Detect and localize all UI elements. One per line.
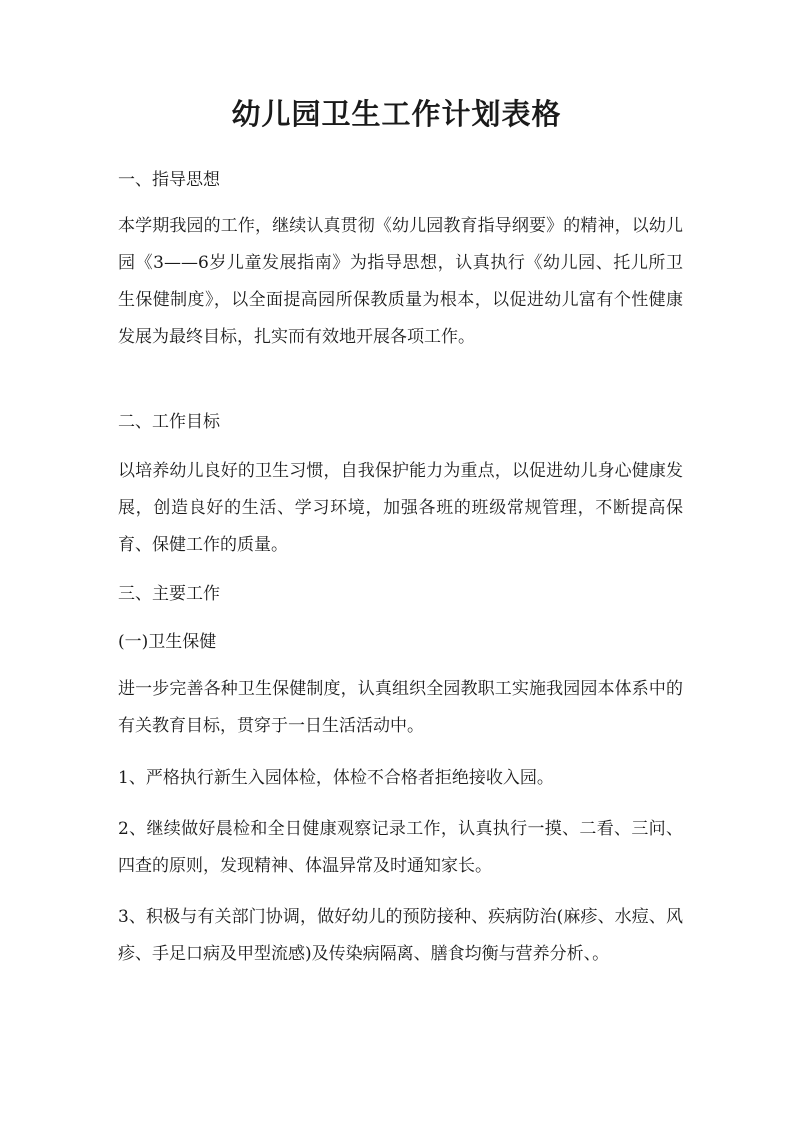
paragraph-health-care-intro: 进一步完善各种卫生保健制度，认真组织全园教职工实施我园园本体系中的有关教育目标，贯穿于一日生活活动中。 [118,679,683,736]
list-item-3: 3、积极与有关部门协调，做好幼儿的预防接种、疾病防治(麻疹、水痘、风疹、手足口病及甲型流感)及传染病隔离、膳食均衡与营养分析、。 [118,907,683,964]
paragraph-work-goals: 以培养幼儿良好的卫生习惯，自我保护能力为重点，以促进幼儿身心健康发展，创造良好的生活、学习环境，加强各班的班级常规管理，不断提高保育、保健工作的质量。 [118,461,683,555]
paragraph-guiding-ideology: 本学期我园的工作，继续认真贯彻《幼儿园教育指导纲要》的精神，以幼儿园《3——6岁儿童发展指南》为指导思想，认真执行《幼儿园、托儿所卫生保健制度》，以全面提高园所保教质量为根本，以促进幼儿富有个性健康发展为最终目标，扎实而有效地开展各项工作。 [118,216,683,347]
section-heading-guiding-ideology: 一、指导思想 [118,170,220,190]
list-item-1: 1、严格执行新生入园体检，体检不合格者拒绝接收入园。 [118,768,554,788]
section-heading-main-work: 三、主要工作 [118,584,220,604]
list-item-2: 2、继续做好晨检和全日健康观察记录工作，认真执行一摸、二看、三问、四查的原则，发现精神、体温异常及时通知家长。 [118,819,683,876]
document-title: 幼儿园卫生工作计划表格 [231,97,562,131]
section-heading-work-goals: 二、工作目标 [118,412,220,432]
subsection-heading-health-care: (一)卫生保健 [118,632,217,652]
